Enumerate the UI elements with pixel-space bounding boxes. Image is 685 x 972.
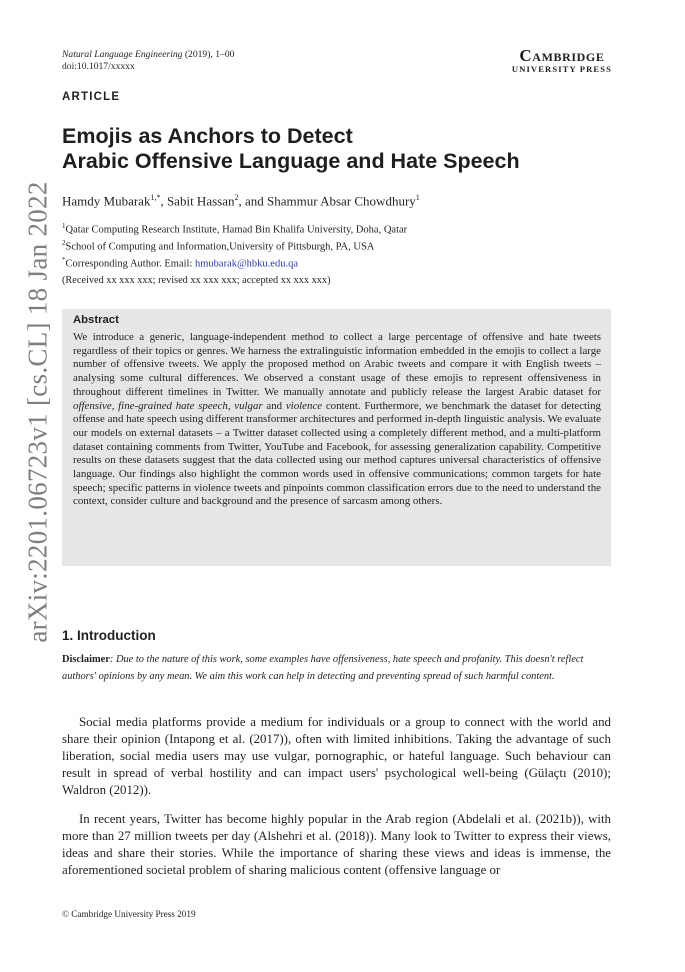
abstract-sep-1: , <box>111 399 119 412</box>
abstract-em-hate: fine-grained hate speech <box>118 399 228 412</box>
publisher-logo-top: Cambridge <box>519 46 605 65</box>
journal-info <box>62 49 234 73</box>
disclaimer <box>62 652 611 685</box>
corresponding-text: Corresponding Author. Email: <box>65 258 195 270</box>
abstract-part-1: We introduce a generic, language-independent method to collect a large percentage of offensive and hate tweets regardless of their topics or genres. We harness the extralinguistic information embedded in the emojis to collect a large number of offensive tweets. We apply the proposed method on Arabic tweets and compare it with English tweets – analysing some cultural differences. We observed a constant usage of these emojis to represent offensiveness in throughout different timelines in Twitter. We manually annotate and publicly release the largest Arabic dataset for <box>73 331 601 398</box>
arxiv-stamp-text: arXiv:2201.06723v1 [cs.CL] 18 Jan 2022 <box>22 181 53 643</box>
affiliation-2 <box>62 237 407 254</box>
arxiv-stamp <box>14 168 62 656</box>
intro-paragraph-1: Social media platforms provide a medium for individuals or a group to connect with the world and share their opinion (Intapong et al. (2017)), often with limited inhibitions. Taking the advantage of such liberation, social media users may use vulgar, pornographic, or hateful language. Such behaviour can result in spread of verbal hostility and can impact users' psychological well-being (Gülaçtı (2010); Waldron (2012)). <box>62 715 611 797</box>
affiliation-1-sup: 1 <box>62 222 66 230</box>
intro-paragraph-2: In recent years, Twitter has become highly popular in the Arab region (Abdelali et al. (2021b)), with more than 27 million tweets per day (Alshehri et al. (2018)). Many look to Twitter to express their views, ideas and share their stories. While the importance of sharing these views and ideas is immense, the aforementioned societal problem of sharing malicious content (offensive language or <box>62 812 611 877</box>
corresponding-sup: * <box>62 256 66 265</box>
abstract-em-vulgar: vulgar <box>234 399 263 412</box>
author-list <box>62 193 420 209</box>
affiliations <box>62 220 407 272</box>
introduction-heading: 1. Introduction <box>62 628 156 643</box>
affiliation-1 <box>62 220 407 237</box>
author-2: , Sabit Hassan <box>160 193 235 209</box>
abstract-em-offensive: offensive <box>73 399 112 412</box>
doi: doi:10.1017/xxxxx <box>62 61 135 72</box>
abstract-sep-3: and <box>262 399 286 412</box>
author-1: Hamdy Mubarak <box>62 193 151 209</box>
publisher-logo-bottom: UNIVERSITY PRESS <box>511 64 612 74</box>
copyright: © Cambridge University Press 2019 <box>62 909 196 919</box>
disclaimer-label: Disclaimer <box>62 654 110 665</box>
author-1-sup: 1,* <box>150 193 161 202</box>
abstract-text <box>73 331 601 509</box>
title-line-2: Arabic Offensive Language and Hate Speech <box>62 149 520 173</box>
author-2-sup: 2 <box>234 193 239 202</box>
abstract-part-2: content. Furthermore, we benchmark the dataset for detecting offense and hate speech using different transformer architectures and performed in-depth linguistic analysis. We evaluate our models on external datasets – a Twitter dataset collected using a completely different method, and a multi-platform dataset containing comments from Twitter, YouTube and Facebook, for assessing generalization capability. Competitive results on these datasets suggest that the data collected using our method captures universal characteristics of offensive language. Our findings also highlight the common words used in offensive communications; common targets for hate speech; specific patterns in violence tweets and pinpoints common classification errors due to the need to understand the context, consider culture and background and the presence of sarcasm among others. <box>73 399 601 508</box>
journal-name: Natural Language Engineering <box>62 49 183 60</box>
corresponding-author <box>62 254 407 271</box>
author-3: , and Shammur Absar Chowdhury <box>238 193 416 209</box>
affiliation-1-text: Qatar Computing Research Institute, Hamad Bin Khalifa University, Doha, Qatar <box>65 224 408 236</box>
abstract-sep-2: , <box>227 399 235 412</box>
title-line-1: Emojis as Anchors to Detect <box>62 124 353 148</box>
email-link[interactable]: hmubarak@hbku.edu.qa <box>195 258 298 270</box>
received-dates: (Received xx xxx xxx; revised xx xxx xxx; accepted xx xxx xxx) <box>62 275 331 286</box>
affiliation-2-sup: 2 <box>62 239 66 248</box>
article-label: ARTICLE <box>62 91 121 103</box>
author-3-sup: 1 <box>415 193 420 202</box>
abstract-em-violence: violence <box>285 399 323 412</box>
paper-title <box>62 124 622 174</box>
publisher-logo <box>512 47 612 74</box>
journal-meta: (2019), 1–00 <box>182 49 235 60</box>
abstract-heading: Abstract <box>73 314 119 326</box>
affiliation-2-text: School of Computing and Information,University of Pittsburgh, PA, USA <box>65 241 375 253</box>
disclaimer-text: : Due to the nature of this work, some examples have offensiveness, hate speech and profanity. This doesn't reflect authors' opinions by any mean. We aim this work can help in detecting and preventing spread of such harmful content. <box>62 654 584 682</box>
